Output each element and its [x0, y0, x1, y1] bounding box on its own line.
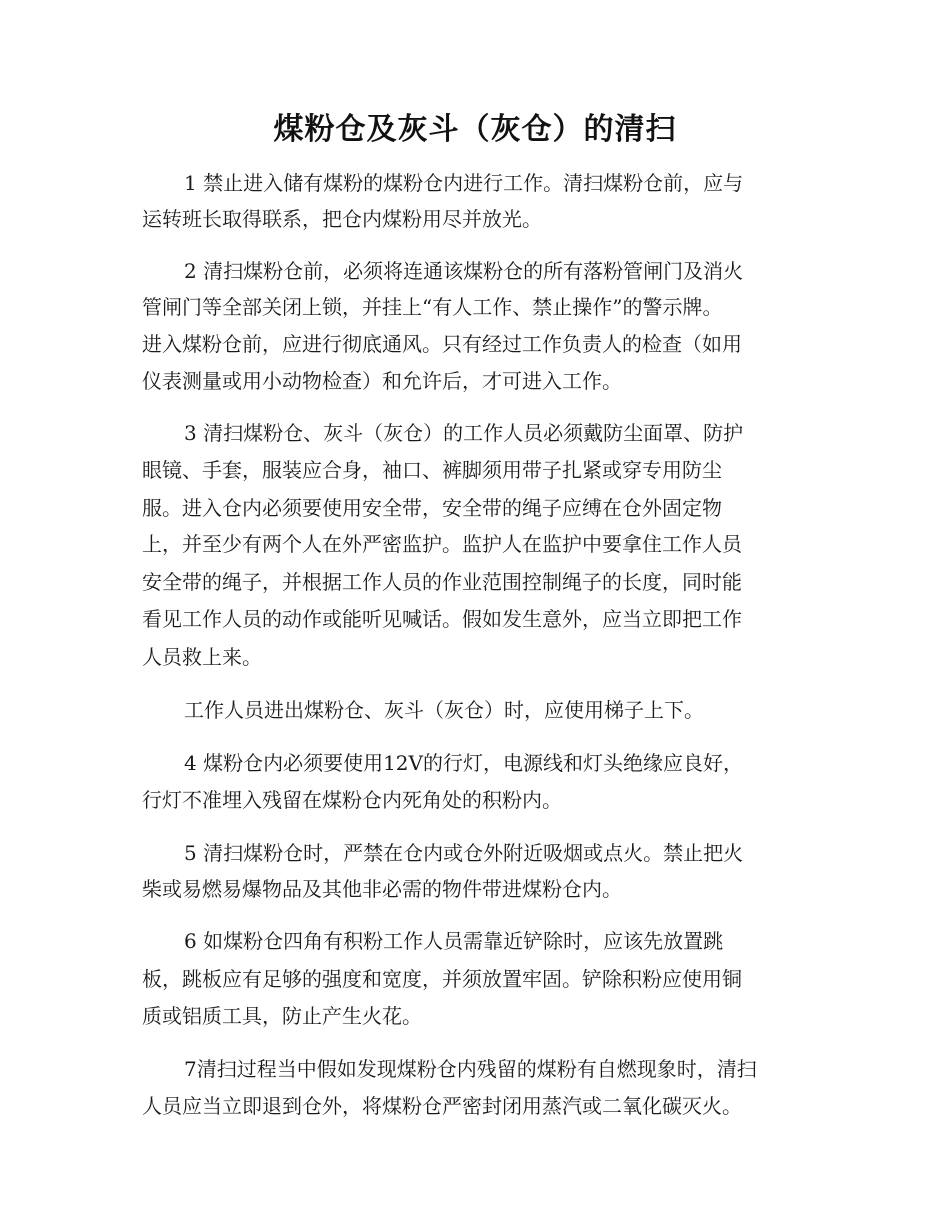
paragraph-2-line-4: 仪表测量或用小动物检查）和允许后，才可进入工作。: [142, 369, 622, 393]
paragraph-4-line-1: 4 煤粉仓内必须要使用12V的行灯，电源线和灯头绝缘应良好，: [184, 751, 743, 775]
paragraph-3-line-1: 3 清扫煤粉仓、灰斗（灰仓）的工作人员必须戴防尘面罩、防护: [184, 421, 744, 445]
paragraph-3-line-6: 看见工作人员的动作或能听见喊话。假如发生意外，应当立即把工作: [142, 607, 742, 631]
paragraph-1-line-2: 运转班长取得联系，把仓内煤粉用尽并放光。: [142, 207, 542, 231]
paragraph-3-line-4: 上，并至少有两个人在外严密监护。监护人在监护中要拿住工作人员: [142, 532, 742, 556]
paragraph-3-line-7: 人员救上来。: [142, 645, 262, 669]
paragraph-6-line-2: 板，跳板应有足够的强度和宽度，并须放置牢固。铲除积粉应使用铜: [142, 967, 742, 991]
paragraph-2-line-3: 进入煤粉仓前，应进行彻底通风。只有经过工作负责人的检查（如用: [142, 332, 742, 356]
paragraph-3-line-5: 安全带的绳子，并根据工作人员的作业范围控制绳子的长度，同时能: [142, 570, 742, 594]
paragraph-5-line-2: 柴或易燃易爆物品及其他非必需的物件带进煤粉仓内。: [142, 877, 622, 901]
paragraph-3-line-3: 服。进入仓内必须要使用安全带，安全带的绳子应缚在仓外固定物: [142, 496, 722, 520]
paragraph-1-line-1: 1 禁止进入储有煤粉的煤粉仓内进行工作。清扫煤粉仓前，应与: [184, 171, 744, 195]
paragraph-3b-line-1: 工作人员进出煤粉仓、灰斗（灰仓）时，应使用梯子上下。: [184, 698, 704, 722]
paragraph-6-line-1: 6 如煤粉仓四角有积粉工作人员需靠近铲除时，应该先放置跳: [184, 929, 724, 953]
paragraph-7-line-1: 7清扫过程当中假如发现煤粉仓内残留的煤粉有自燃现象时，清扫: [184, 1057, 757, 1081]
document-title: 煤粉仓及灰斗（灰仓）的清扫: [273, 112, 677, 147]
paragraph-2-line-2: 管闸门等全部关闭上锁，并挂上“有人工作、禁止操作”的警示牌。: [142, 295, 723, 319]
paragraph-6-line-3: 质或铝质工具，防止产生火花。: [142, 1004, 422, 1028]
paragraph-7-line-2: 人员应当立即退到仓外，将煤粉仓严密封闭用蒸汽或二氧化碳灭火。: [142, 1094, 742, 1118]
paragraph-4-line-2: 行灯不准埋入残留在煤粉仓内死角处的积粉内。: [142, 788, 562, 812]
paragraph-3-line-2: 眼镜、手套，服装应合身，袖口、裤脚须用带子扎紧或穿专用防尘: [142, 458, 722, 482]
paragraph-2-line-1: 2 清扫煤粉仓前，必须将连通该煤粉仓的所有落粉管闸门及消火: [184, 259, 744, 283]
paragraph-5-line-1: 5 清扫煤粉仓时，严禁在仓内或仓外附近吸烟或点火。禁止把火: [184, 841, 744, 865]
